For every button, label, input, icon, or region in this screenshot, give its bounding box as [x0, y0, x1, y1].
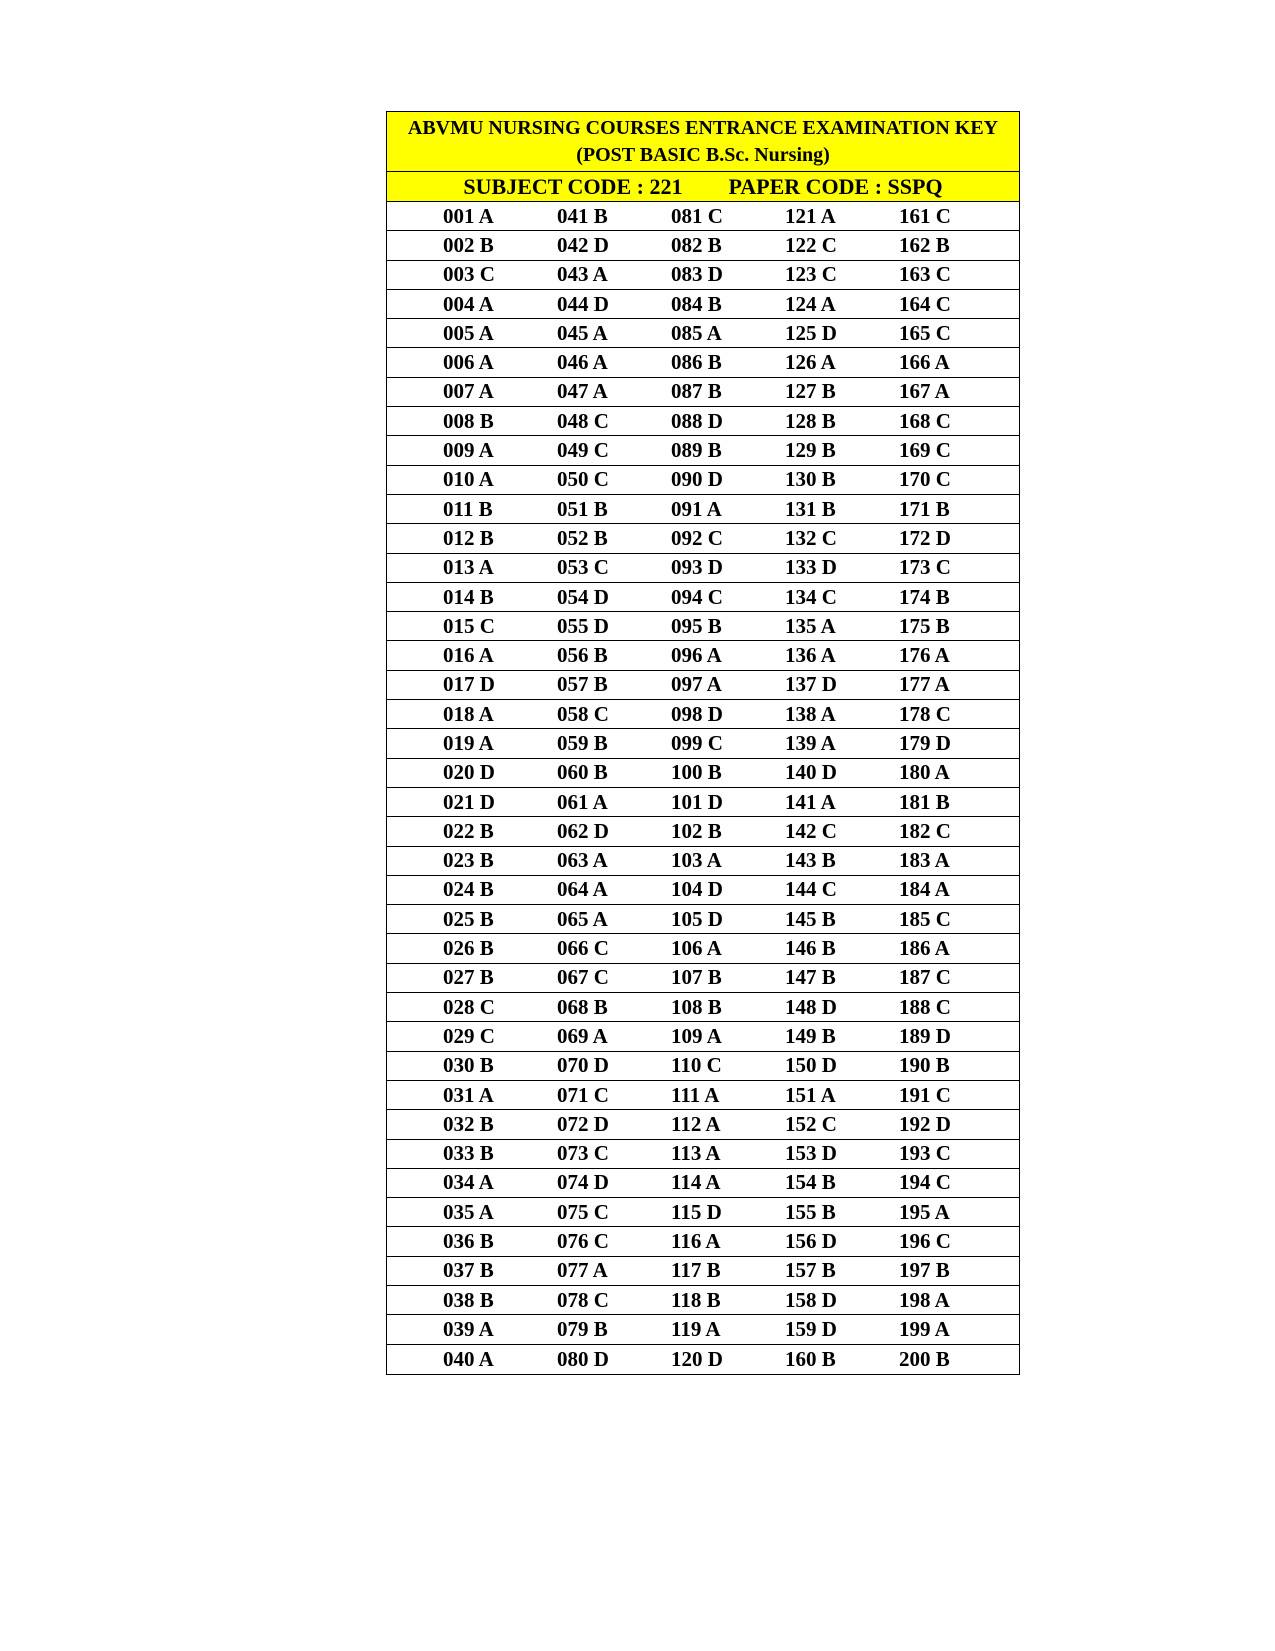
answer-cell: 061 A [557, 789, 608, 814]
answer-cell: 025 B [443, 906, 494, 931]
answer-cell: 013 A [443, 555, 494, 580]
answer-row [387, 524, 1019, 553]
answer-cell: 121 A [785, 203, 836, 228]
answer-cell: 006 A [443, 350, 494, 375]
answer-row [387, 612, 1019, 641]
answer-cell: 117 B [671, 1258, 721, 1283]
answer-row [387, 934, 1019, 963]
answer-rows [387, 202, 1019, 1374]
answer-cell: 080 D [557, 1346, 609, 1371]
answer-cell: 052 B [557, 525, 608, 550]
codes-row [387, 172, 1019, 202]
answer-cell: 104 D [671, 877, 723, 902]
answer-row [387, 407, 1019, 436]
answer-cell: 091 A [671, 496, 722, 521]
answer-cell: 183 A [899, 848, 950, 873]
answer-row [387, 759, 1019, 788]
answer-cell: 067 C [557, 965, 609, 990]
answer-cell: 120 D [671, 1346, 723, 1371]
answer-cell: 010 A [443, 467, 494, 492]
answer-row [387, 964, 1019, 993]
answer-cell: 066 C [557, 936, 609, 961]
answer-row [387, 378, 1019, 407]
answer-cell: 160 B [785, 1346, 836, 1371]
answer-row [387, 1315, 1019, 1344]
answer-cell: 125 D [785, 320, 837, 345]
answer-cell: 064 A [557, 877, 608, 902]
answer-cell: 126 A [785, 350, 836, 375]
answer-cell: 102 B [671, 818, 722, 843]
answer-cell: 031 A [443, 1082, 494, 1107]
answer-cell: 198 A [899, 1287, 950, 1312]
answer-cell: 175 B [899, 613, 950, 638]
answer-cell: 016 A [443, 643, 494, 668]
answer-cell: 042 D [557, 232, 609, 257]
answer-cell: 037 B [443, 1258, 494, 1283]
answer-row [387, 729, 1019, 758]
answer-row [387, 1140, 1019, 1169]
answer-cell: 034 A [443, 1170, 494, 1195]
answer-cell: 070 D [557, 1053, 609, 1078]
answer-cell: 097 A [671, 672, 722, 697]
answer-row [387, 319, 1019, 348]
answer-cell: 089 B [671, 438, 722, 463]
answer-cell: 154 B [785, 1170, 836, 1195]
answer-cell: 139 A [785, 730, 836, 755]
answer-cell: 122 C [785, 232, 837, 257]
answer-cell: 101 D [671, 789, 723, 814]
answer-cell: 147 B [785, 965, 836, 990]
answer-cell: 047 A [557, 379, 608, 404]
answer-cell: 105 D [671, 906, 723, 931]
answer-cell: 133 D [785, 555, 837, 580]
answer-cell: 186 A [899, 936, 950, 961]
answer-cell: 072 D [557, 1111, 609, 1136]
answer-cell: 131 B [785, 496, 836, 521]
answer-cell: 079 B [557, 1316, 608, 1341]
answer-cell: 001 A [443, 203, 494, 228]
answer-row [387, 348, 1019, 377]
answer-row [387, 583, 1019, 612]
answer-cell: 132 C [785, 525, 837, 550]
answer-cell: 169 C [899, 438, 951, 463]
answer-cell: 041 B [557, 203, 608, 228]
answer-cell: 187 C [899, 965, 951, 990]
answer-row [387, 1110, 1019, 1139]
answer-cell: 071 C [557, 1082, 609, 1107]
answer-cell: 168 C [899, 408, 951, 433]
answer-cell: 108 B [671, 994, 722, 1019]
answer-cell: 075 C [557, 1199, 609, 1224]
answer-cell: 055 D [557, 613, 609, 638]
answer-cell: 174 B [899, 584, 950, 609]
answer-cell: 035 A [443, 1199, 494, 1224]
answer-cell: 004 A [443, 291, 494, 316]
answer-row [387, 1227, 1019, 1256]
answer-row [387, 788, 1019, 817]
answer-cell: 177 A [899, 672, 950, 697]
answer-cell: 018 A [443, 701, 494, 726]
answer-cell: 159 D [785, 1316, 837, 1341]
answer-cell: 068 B [557, 994, 608, 1019]
answer-cell: 049 C [557, 438, 609, 463]
answer-cell: 082 B [671, 232, 722, 257]
answer-cell: 060 B [557, 760, 608, 785]
answer-cell: 176 A [899, 643, 950, 668]
answer-cell: 136 A [785, 643, 836, 668]
answer-cell: 143 B [785, 848, 836, 873]
answer-cell: 161 C [899, 203, 951, 228]
answer-cell: 073 C [557, 1141, 609, 1166]
answer-cell: 150 D [785, 1053, 837, 1078]
answer-cell: 124 A [785, 291, 836, 316]
answer-cell: 119 A [671, 1316, 721, 1341]
answer-row [387, 1198, 1019, 1227]
answer-cell: 096 A [671, 643, 722, 668]
answer-cell: 149 B [785, 1023, 836, 1048]
answer-cell: 051 B [557, 496, 608, 521]
answer-cell: 074 D [557, 1170, 609, 1195]
answer-cell: 184 A [899, 877, 950, 902]
answer-cell: 181 B [899, 789, 950, 814]
answer-cell: 022 B [443, 818, 494, 843]
answer-cell: 193 C [899, 1141, 951, 1166]
answer-cell: 043 A [557, 262, 608, 287]
answer-key-table [386, 111, 1020, 1375]
answer-cell: 173 C [899, 555, 951, 580]
answer-cell: 116 A [671, 1229, 721, 1254]
answer-cell: 076 C [557, 1229, 609, 1254]
answer-cell: 190 B [899, 1053, 950, 1078]
answer-cell: 180 A [899, 760, 950, 785]
answer-cell: 145 B [785, 906, 836, 931]
answer-row [387, 641, 1019, 670]
answer-cell: 182 C [899, 818, 951, 843]
answer-cell: 009 A [443, 438, 494, 463]
answer-cell: 179 D [899, 730, 951, 755]
answer-cell: 200 B [899, 1346, 950, 1371]
answer-cell: 110 C [671, 1053, 722, 1078]
answer-cell: 056 B [557, 643, 608, 668]
answer-row [387, 290, 1019, 319]
title-block [387, 112, 1019, 172]
answer-row [387, 700, 1019, 729]
paper-code: PAPER CODE : SSPQ [728, 173, 943, 199]
answer-cell: 069 A [557, 1023, 608, 1048]
answer-cell: 081 C [671, 203, 723, 228]
answer-cell: 078 C [557, 1287, 609, 1312]
answer-cell: 171 B [899, 496, 950, 521]
answer-cell: 036 B [443, 1229, 494, 1254]
answer-cell: 129 B [785, 438, 836, 463]
answer-row [387, 495, 1019, 524]
answer-cell: 033 B [443, 1141, 494, 1166]
answer-row [387, 436, 1019, 465]
answer-cell: 128 B [785, 408, 836, 433]
answer-cell: 112 A [671, 1111, 721, 1136]
answer-cell: 167 A [899, 379, 950, 404]
answer-cell: 002 B [443, 232, 494, 257]
answer-row [387, 876, 1019, 905]
answer-cell: 098 D [671, 701, 723, 726]
answer-cell: 153 D [785, 1141, 837, 1166]
answer-cell: 164 C [899, 291, 951, 316]
answer-cell: 111 A [671, 1082, 720, 1107]
answer-row [387, 1169, 1019, 1198]
answer-cell: 050 C [557, 467, 609, 492]
answer-cell: 162 B [899, 232, 950, 257]
answer-cell: 003 C [443, 262, 495, 287]
answer-cell: 158 D [785, 1287, 837, 1312]
answer-cell: 196 C [899, 1229, 951, 1254]
answer-row [387, 1345, 1019, 1374]
answer-cell: 008 B [443, 408, 494, 433]
answer-cell: 163 C [899, 262, 951, 287]
answer-row [387, 671, 1019, 700]
answer-cell: 059 B [557, 730, 608, 755]
answer-cell: 045 A [557, 320, 608, 345]
answer-cell: 007 A [443, 379, 494, 404]
answer-cell: 100 B [671, 760, 722, 785]
answer-cell: 019 A [443, 730, 494, 755]
answer-cell: 118 B [671, 1287, 721, 1312]
answer-cell: 029 C [443, 1023, 495, 1048]
answer-cell: 106 A [671, 936, 722, 961]
answer-cell: 085 A [671, 320, 722, 345]
answer-cell: 166 A [899, 350, 950, 375]
answer-row [387, 1286, 1019, 1315]
answer-cell: 170 C [899, 467, 951, 492]
answer-row [387, 261, 1019, 290]
answer-row [387, 466, 1019, 495]
answer-cell: 095 B [671, 613, 722, 638]
answer-cell: 144 C [785, 877, 837, 902]
answer-cell: 038 B [443, 1287, 494, 1312]
answer-cell: 127 B [785, 379, 836, 404]
answer-row [387, 1081, 1019, 1110]
answer-cell: 199 A [899, 1316, 950, 1341]
answer-cell: 088 D [671, 408, 723, 433]
answer-cell: 197 B [899, 1258, 950, 1283]
answer-cell: 155 B [785, 1199, 836, 1224]
answer-cell: 027 B [443, 965, 494, 990]
answer-row [387, 905, 1019, 934]
answer-cell: 011 B [443, 496, 493, 521]
answer-cell: 103 A [671, 848, 722, 873]
answer-cell: 141 A [785, 789, 836, 814]
answer-cell: 084 B [671, 291, 722, 316]
answer-cell: 134 C [785, 584, 837, 609]
answer-cell: 115 D [671, 1199, 722, 1224]
answer-cell: 192 D [899, 1111, 951, 1136]
answer-cell: 054 D [557, 584, 609, 609]
answer-cell: 130 B [785, 467, 836, 492]
answer-cell: 099 C [671, 730, 723, 755]
answer-cell: 083 D [671, 262, 723, 287]
answer-cell: 040 A [443, 1346, 494, 1371]
answer-cell: 048 C [557, 408, 609, 433]
answer-cell: 023 B [443, 848, 494, 873]
answer-cell: 137 D [785, 672, 837, 697]
answer-cell: 017 D [443, 672, 495, 697]
answer-cell: 026 B [443, 936, 494, 961]
answer-cell: 053 C [557, 555, 609, 580]
answer-cell: 028 C [443, 994, 495, 1019]
answer-cell: 046 A [557, 350, 608, 375]
answer-cell: 146 B [785, 936, 836, 961]
answer-row [387, 1257, 1019, 1286]
answer-cell: 138 A [785, 701, 836, 726]
answer-cell: 021 D [443, 789, 495, 814]
answer-cell: 024 B [443, 877, 494, 902]
answer-cell: 123 C [785, 262, 837, 287]
answer-cell: 189 D [899, 1023, 951, 1048]
answer-cell: 140 D [785, 760, 837, 785]
answer-cell: 086 B [671, 350, 722, 375]
answer-cell: 157 B [785, 1258, 836, 1283]
answer-cell: 194 C [899, 1170, 951, 1195]
answer-row [387, 202, 1019, 231]
answer-cell: 014 B [443, 584, 494, 609]
answer-cell: 135 A [785, 613, 836, 638]
answer-row [387, 817, 1019, 846]
answer-cell: 178 C [899, 701, 951, 726]
answer-cell: 151 A [785, 1082, 836, 1107]
answer-cell: 012 B [443, 525, 494, 550]
answer-cell: 191 C [899, 1082, 951, 1107]
answer-cell: 044 D [557, 291, 609, 316]
answer-cell: 142 C [785, 818, 837, 843]
answer-cell: 113 A [671, 1141, 721, 1166]
answer-cell: 109 A [671, 1023, 722, 1048]
answer-cell: 107 B [671, 965, 722, 990]
answer-row [387, 554, 1019, 583]
answer-row [387, 1022, 1019, 1051]
answer-cell: 156 D [785, 1229, 837, 1254]
answer-row [387, 1052, 1019, 1081]
subject-code: SUBJECT CODE : 221 [463, 173, 683, 199]
answer-cell: 039 A [443, 1316, 494, 1341]
answer-cell: 090 D [671, 467, 723, 492]
answer-cell: 032 B [443, 1111, 494, 1136]
answer-cell: 152 C [785, 1111, 837, 1136]
answer-cell: 065 A [557, 906, 608, 931]
answer-cell: 092 C [671, 525, 723, 550]
answer-cell: 030 B [443, 1053, 494, 1078]
answer-cell: 148 D [785, 994, 837, 1019]
answer-cell: 093 D [671, 555, 723, 580]
exam-title: ABVMU NURSING COURSES ENTRANCE EXAMINATION KEY [407, 117, 999, 139]
answer-cell: 062 D [557, 818, 609, 843]
answer-cell: 015 C [443, 613, 495, 638]
answer-cell: 165 C [899, 320, 951, 345]
answer-cell: 195 A [899, 1199, 950, 1224]
answer-cell: 077 A [557, 1258, 608, 1283]
answer-cell: 172 D [899, 525, 951, 550]
answer-cell: 185 C [899, 906, 951, 931]
answer-row [387, 993, 1019, 1022]
answer-cell: 058 C [557, 701, 609, 726]
answer-row [387, 847, 1019, 876]
answer-cell: 114 A [671, 1170, 721, 1195]
answer-cell: 063 A [557, 848, 608, 873]
answer-cell: 188 C [899, 994, 951, 1019]
answer-cell: 005 A [443, 320, 494, 345]
answer-cell: 020 D [443, 760, 495, 785]
answer-cell: 057 B [557, 672, 608, 697]
answer-cell: 094 C [671, 584, 723, 609]
course-subtitle: (POST BASIC B.Sc. Nursing) [576, 144, 830, 166]
answer-cell: 087 B [671, 379, 722, 404]
answer-row [387, 231, 1019, 260]
